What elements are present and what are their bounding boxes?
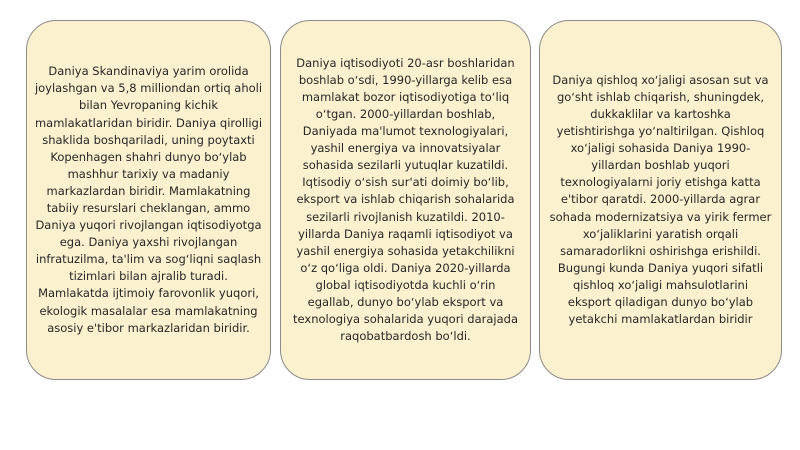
card-2-text: Daniya iqtisodiyoti 20-asr boshlaridan boshlab oʻsdi, 1990-yillarga kelib esa mamlakat bozor iqtisodiyotiga toʻliq oʻtgan. 2000-yillardan boshlab, Daniyada ma'lumot texnologiyalari, yashil energiya va innovatsiyalar sohasida sezilarli yutuqlar kuzatildi. Iqtisodiy oʻsish sur'ati doimiy boʻlib, eksport va ishlab chiqarish sohalarida sezilarli rivojlanish kuzatildi. 2010-yillarda Daniya raqamli iqtisodiyot va yashil energiya sohasida yetakchilikni oʻz qoʻliga oldi. Daniya 2020-yillarda global iqtisodiyotda kuchli oʻrin egallab, dunyo boʻylab eksport va texnologiya sohalarida yuqori darajada raqobatbardosh boʻldi. [293,55,518,344]
text-card-1 [26,20,271,380]
text-card-2 [280,20,531,380]
card-3-text: Daniya qishloq xoʻjaligi asosan sut va goʻsht ishlab chiqarish, shuningdek, dukkaklilar va kartoshka yetishtirishga yoʻnaltirilgan. Qishloq xoʻjaligi sohasida Daniya 1990-yillardan boshlab yuqori texnologiyalarni joriy etishga katta e'tibor qaratdi. 2000-yillarda agrar sohada modernizatsiya va yirik fermer xoʻjaliklarini yaratish orqali samaradorlikni oshirishga erishildi. Bugungi kunda Daniya yuqori sifatli qishloq xoʻjaligi mahsulotlarini eksport qiladigan dunyo boʻylab yetakchi mamlakatlardan biridir [549,72,772,327]
text-card-3 [539,20,782,380]
card-1-text: Daniya Skandinaviya yarim orolida joylashgan va 5,8 milliondan ortiq aholi bilan Yevropaning kichik mamlakatlaridan biridir. Daniya qirolligi shaklida boshqariladi, uning poytaxti Kopenhagen shahri dunyo boʻylab mashhur tarixiy va madaniy markazlardan biridir. Mamlakatning tabiiy resurslari cheklangan, ammo Daniya yuqori rivojlangan iqtisodiyotga ega. Daniya yaxshi rivojlangan infratuzilma, ta'lim va sogʻliqni saqlash tizimlari bilan ajralib turadi. Mamlakatda ijtimoiy farovonlik yuqori, ekologik masalalar esa mamlakatning asosiy e'tibor markazlaridan biridir. [34,64,263,335]
